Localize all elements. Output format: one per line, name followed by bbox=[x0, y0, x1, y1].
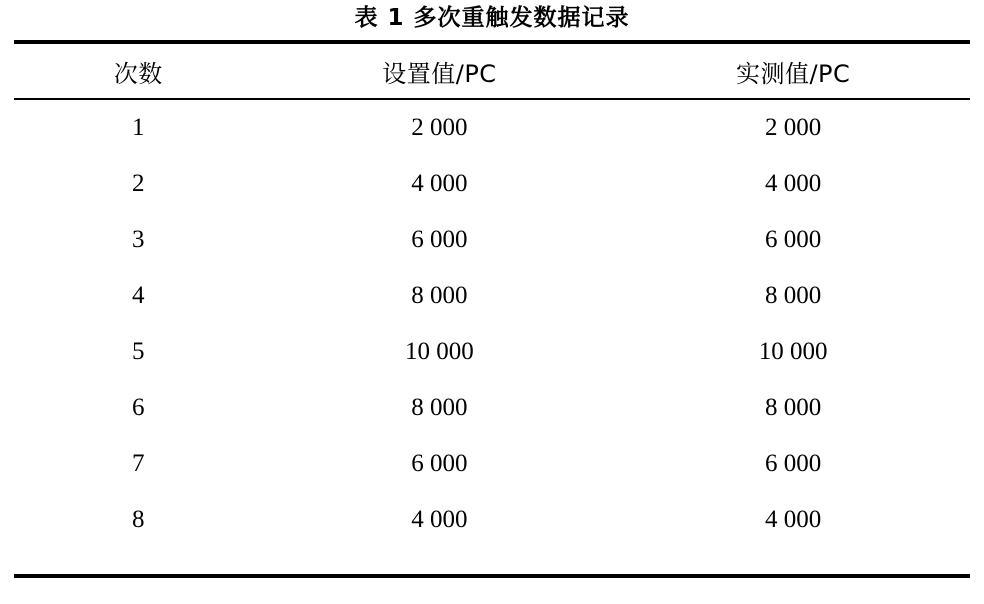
cell-set-value: 8 000 bbox=[411, 282, 468, 310]
cell-count: 3 bbox=[132, 226, 145, 254]
bottom-rule bbox=[14, 548, 970, 604]
cell-measured-value: 10 000 bbox=[758, 338, 828, 366]
cell-measured-value: 4 000 bbox=[765, 170, 822, 198]
cell-measured-value: 6 000 bbox=[765, 450, 822, 478]
cell-measured-value: 8 000 bbox=[765, 282, 822, 310]
cell-count: 6 bbox=[132, 394, 145, 422]
column-header-measured-value: 实测值/PC bbox=[735, 59, 851, 88]
cell-count: 8 bbox=[132, 506, 145, 534]
column-header-set-value: 设置值/PC bbox=[382, 59, 497, 88]
table-header-row bbox=[14, 44, 970, 98]
cell-count: 4 bbox=[132, 282, 145, 310]
cell-measured-value: 2 000 bbox=[765, 114, 822, 142]
cell-set-value: 4 000 bbox=[411, 506, 468, 534]
table-row bbox=[14, 492, 970, 548]
cell-set-value: 6 000 bbox=[411, 226, 468, 254]
table-row bbox=[14, 212, 970, 268]
table-body bbox=[14, 100, 970, 604]
cell-set-value: 6 000 bbox=[411, 450, 468, 478]
table-row bbox=[14, 324, 970, 380]
column-header-count: 次数 bbox=[113, 59, 163, 88]
table-row bbox=[14, 268, 970, 324]
multi-retrigger-data-table bbox=[14, 40, 970, 604]
cell-measured-value: 6 000 bbox=[765, 226, 822, 254]
table-row bbox=[14, 436, 970, 492]
table-caption: 表 1 多次重触发数据记录 bbox=[354, 5, 630, 31]
table-row bbox=[14, 380, 970, 436]
rule-row-bottom bbox=[14, 548, 970, 604]
cell-measured-value: 8 000 bbox=[765, 394, 822, 422]
table-row bbox=[14, 100, 970, 156]
cell-count: 1 bbox=[132, 114, 145, 142]
cell-set-value: 4 000 bbox=[411, 170, 468, 198]
cell-measured-value: 4 000 bbox=[765, 506, 822, 534]
cell-set-value: 2 000 bbox=[411, 114, 468, 142]
cell-count: 5 bbox=[132, 338, 145, 366]
table-row bbox=[14, 156, 970, 212]
table-head bbox=[14, 40, 970, 100]
cell-set-value: 10 000 bbox=[405, 338, 474, 366]
cell-count: 7 bbox=[132, 450, 145, 478]
cell-set-value: 8 000 bbox=[411, 394, 468, 422]
cell-count: 2 bbox=[132, 170, 145, 198]
